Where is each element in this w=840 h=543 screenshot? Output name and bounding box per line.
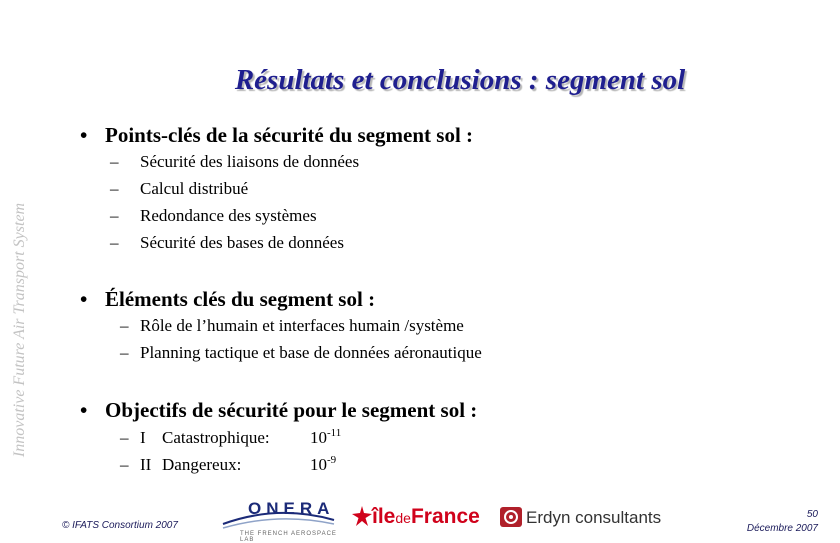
severity-code: I [140,428,146,447]
iledefrance-logo [352,505,480,529]
severity-code: II [140,455,152,474]
dash-icon: – [120,316,129,335]
bullet-icon: • [80,123,88,147]
star-icon [352,506,372,526]
onera-logo [218,498,338,543]
onera-logo-subtitle: THE FRENCH AEROSPACE LAB [240,531,337,543]
erdyn-emblem-icon [500,507,522,527]
list-item-text: Sécurité des liaisons de données [140,152,360,171]
slide-title: Résultats et conclusions : segment sol [234,64,686,96]
section-heading [80,287,375,312]
list-item [110,179,248,199]
list-item-text: Redondance des systèmes [140,206,317,225]
list-item-text: Rôle de l’humain et interfaces humain /système [140,316,464,335]
page-number: 50 [806,509,818,520]
list-item [110,206,317,226]
dash-icon: – [110,233,119,252]
section-heading-text: Points-clés de la sécurité du segment sol : [105,123,474,147]
list-item [110,233,344,253]
safety-objective-row [120,455,336,475]
list-item-text: Calcul distribué [140,179,249,198]
iledefrance-de: de [395,510,411,526]
side-watermark-text: Innovative Future Air Transport System [11,202,28,458]
dash-icon: – [110,152,119,171]
severity-label: Catastrophique: [162,428,270,447]
list-item-text: Sécurité des bases de données [140,233,344,252]
severity-label: Dangereux: [162,455,242,474]
list-item [120,316,464,336]
probability-base: 10 [310,455,327,474]
safety-objective-row [120,428,341,448]
onera-logo-text: ONERA [248,499,335,518]
dash-icon: – [110,206,119,225]
list-item [120,343,482,363]
probability-exponent: -11 [327,427,342,439]
bullet-icon: • [80,287,88,311]
list-item [110,152,359,172]
iledefrance-suffix: France [410,505,480,528]
dash-icon: – [120,455,129,474]
erdyn-logo [500,507,661,528]
probability-exponent: -9 [327,454,337,466]
probability-base: 10 [310,428,327,447]
iledefrance-prefix: île [372,505,396,528]
erdyn-logo-text: Erdyn consultants [526,508,662,527]
bullet-icon: • [80,398,88,422]
list-item-text: Planning tactique et base de données aéronautique [140,343,482,362]
section-heading-text: Éléments clés du segment sol : [105,287,376,311]
dash-icon: – [120,343,129,362]
section-heading [80,123,473,148]
dash-icon: – [120,428,129,447]
section-heading-text: Objectifs de sécurité pour le segment sol : [105,398,478,422]
footer-date: Décembre 2007 [746,523,818,534]
copyright-text: © IFATS Consortium 2007 [62,520,178,531]
section-heading [80,398,477,423]
dash-icon: – [110,179,119,198]
